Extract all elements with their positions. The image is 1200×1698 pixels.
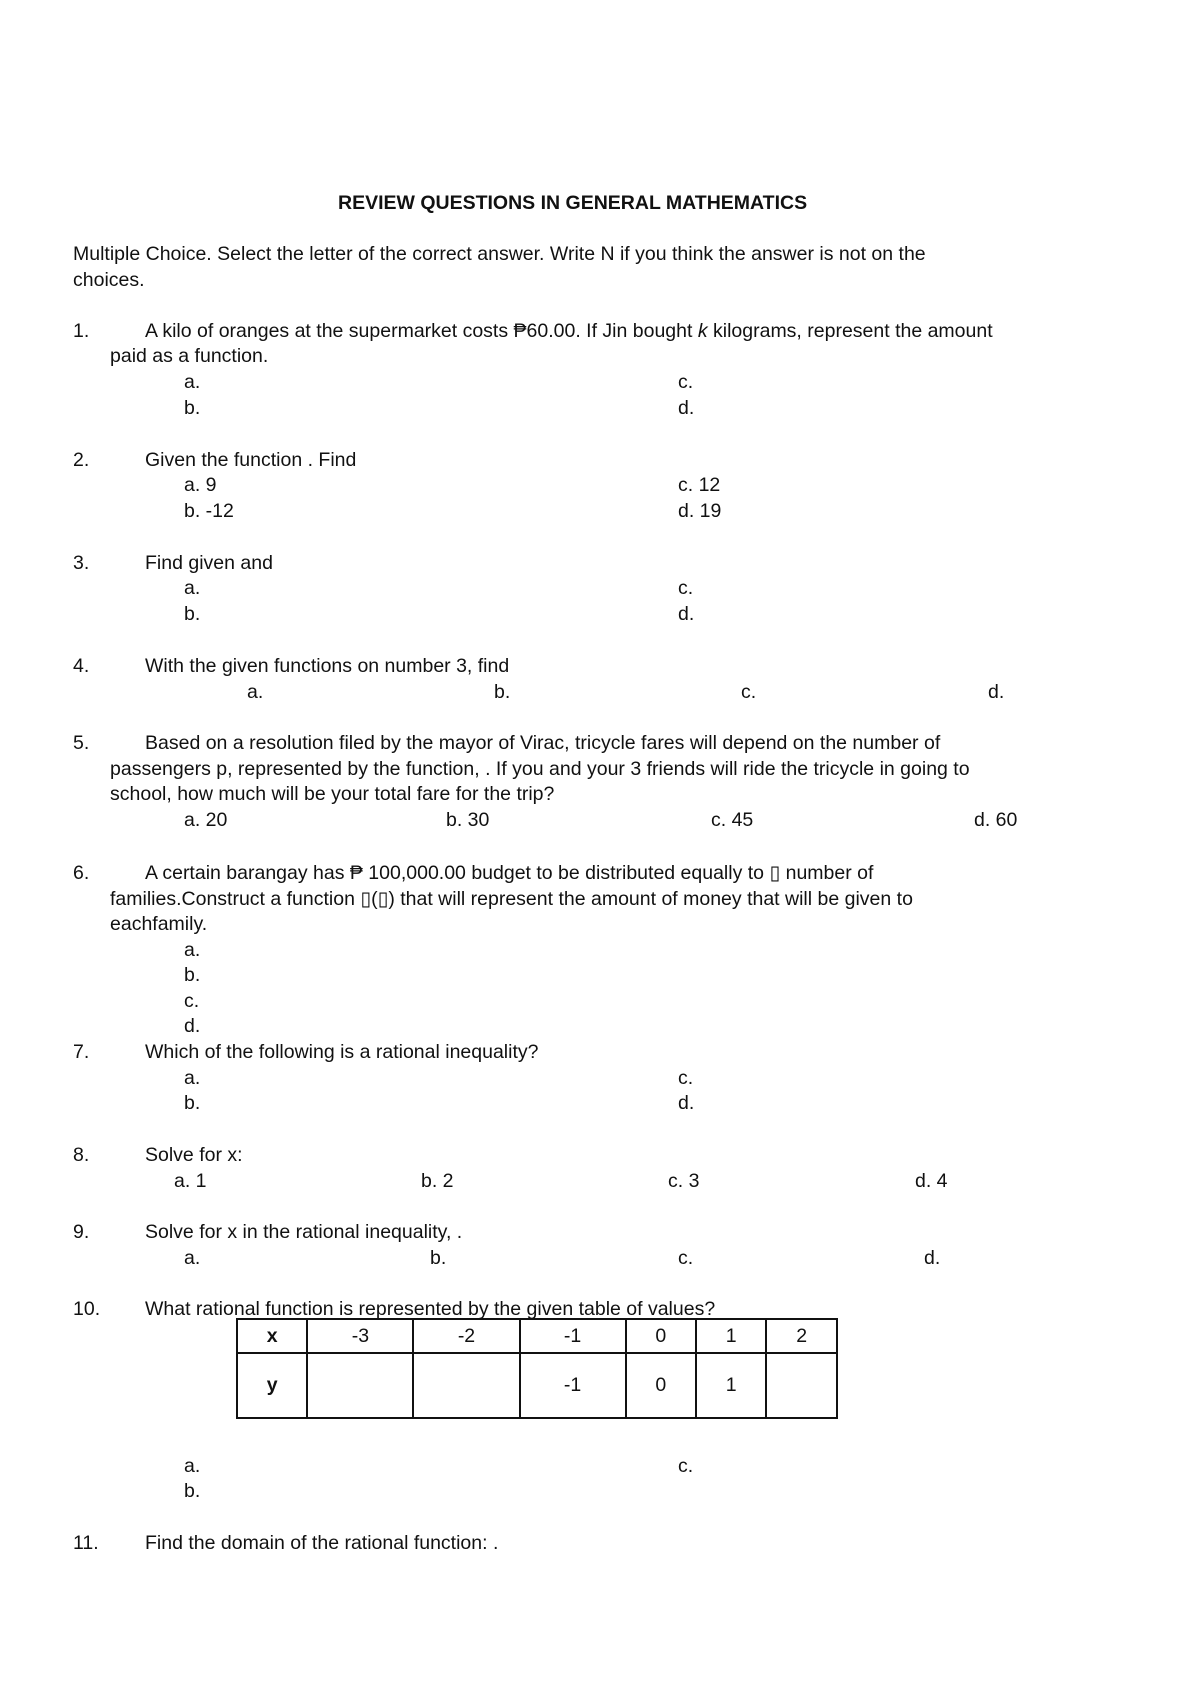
choice-d: d. bbox=[678, 397, 695, 419]
question-stem: With the given functions on number 3, find bbox=[145, 655, 510, 677]
y-value: -1 bbox=[520, 1353, 626, 1418]
table-of-values bbox=[236, 1318, 838, 1419]
question-number: 6. bbox=[73, 862, 90, 884]
choice-b: b. -12 bbox=[184, 500, 234, 522]
choice-d: d. bbox=[678, 603, 695, 625]
x-value: -3 bbox=[307, 1319, 413, 1353]
question-stem: Find the domain of the rational function: . bbox=[145, 1532, 499, 1554]
question-stem-line-3: school, how much will be your total fare for the trip? bbox=[110, 783, 555, 805]
row-label-y: y bbox=[237, 1353, 307, 1418]
question-number: 2. bbox=[73, 449, 90, 471]
choice-b: b. 2 bbox=[421, 1170, 454, 1192]
instructions-line-1: Multiple Choice. Select the letter of the correct answer. Write N if you think the answer is not on the bbox=[73, 243, 926, 265]
variable-k: k bbox=[697, 320, 708, 342]
choice-b: b. bbox=[184, 603, 201, 625]
question-stem-line-2: passengers p, represented by the function, . If you and your 3 friends will ride the tricycle in going to bbox=[110, 758, 970, 780]
choice-a: a. 9 bbox=[184, 474, 217, 496]
instructions-line-2: choices. bbox=[73, 269, 145, 291]
choice-c: c. 3 bbox=[668, 1170, 700, 1192]
question-stem-line-1 bbox=[145, 322, 993, 342]
question-stem-line-1: Based on a resolution filed by the mayor of Virac, tricycle fares will depend on the number of bbox=[145, 732, 941, 754]
choice-b: b. bbox=[184, 1092, 201, 1114]
choice-c: c. bbox=[741, 681, 757, 703]
question-number: 9. bbox=[73, 1221, 90, 1243]
choice-b: b. bbox=[184, 397, 201, 419]
choice-d: d. bbox=[924, 1247, 941, 1269]
choice-d: d. bbox=[988, 681, 1005, 703]
choice-c: c. 12 bbox=[678, 474, 721, 496]
question-stem: Solve for x: bbox=[145, 1144, 243, 1166]
choice-a: a. 1 bbox=[174, 1170, 207, 1192]
question-number: 5. bbox=[73, 732, 90, 754]
question-number: 4. bbox=[73, 655, 90, 677]
choice-d: d. 4 bbox=[915, 1170, 948, 1192]
question-stem-line-2: paid as a function. bbox=[110, 345, 269, 367]
question-stem: Given the function . Find bbox=[145, 449, 357, 471]
stem-text: kilograms, represent the amount bbox=[707, 320, 993, 342]
question-stem: Find given and bbox=[145, 552, 273, 574]
choice-b: b. bbox=[184, 964, 201, 986]
choice-c: c. bbox=[678, 371, 694, 393]
choice-a: a. bbox=[247, 681, 264, 703]
question-number: 11. bbox=[73, 1532, 99, 1554]
choice-a: a. bbox=[184, 1067, 201, 1089]
y-value bbox=[766, 1353, 837, 1418]
choice-d: d. 60 bbox=[974, 809, 1018, 831]
question-stem-line-2: families.Construct a function ▯(▯) that will represent the amount of money that will be given to bbox=[110, 888, 913, 910]
choice-c: c. bbox=[678, 1247, 694, 1269]
x-value: -2 bbox=[413, 1319, 519, 1353]
question-number: 8. bbox=[73, 1144, 90, 1166]
choice-d: d. 19 bbox=[678, 500, 722, 522]
y-value bbox=[413, 1353, 519, 1418]
stem-text: A kilo of oranges at the supermarket costs ₱60.00. If Jin bought bbox=[145, 320, 698, 342]
x-value: -1 bbox=[520, 1319, 626, 1353]
choice-a: a. bbox=[184, 1455, 201, 1477]
choice-c: c. bbox=[678, 1455, 694, 1477]
question-number: 7. bbox=[73, 1041, 90, 1063]
question-number: 1. bbox=[73, 320, 90, 342]
question-number: 10. bbox=[73, 1298, 101, 1320]
choice-c: c. bbox=[184, 990, 200, 1012]
x-value: 2 bbox=[766, 1319, 837, 1353]
question-stem: What rational function is represented by the given table of values? bbox=[145, 1298, 716, 1320]
choice-d: d. bbox=[184, 1015, 201, 1037]
x-value: 0 bbox=[626, 1319, 696, 1353]
choice-c: c. bbox=[678, 577, 694, 599]
table-row-y bbox=[237, 1353, 837, 1418]
table-row-x bbox=[237, 1319, 837, 1353]
choice-a: a. 20 bbox=[184, 809, 228, 831]
y-value: 0 bbox=[626, 1353, 696, 1418]
choice-a: a. bbox=[184, 577, 201, 599]
question-stem-line-1: A certain barangay has ₱ 100,000.00 budget to be distributed equally to ▯ number of bbox=[145, 862, 874, 884]
choice-c: c. bbox=[678, 1067, 694, 1089]
y-value bbox=[307, 1353, 413, 1418]
question-number: 3. bbox=[73, 552, 90, 574]
choice-d: d. bbox=[678, 1092, 695, 1114]
choice-b: b. 30 bbox=[446, 809, 490, 831]
choice-a: a. bbox=[184, 939, 201, 961]
choice-b: b. bbox=[184, 1480, 201, 1502]
question-stem-line-3: eachfamily. bbox=[110, 913, 208, 935]
question-stem: Which of the following is a rational inequality? bbox=[145, 1041, 539, 1063]
row-label-x: x bbox=[237, 1319, 307, 1353]
question-stem: Solve for x in the rational inequality, . bbox=[145, 1221, 463, 1243]
choice-a: a. bbox=[184, 1247, 201, 1269]
choice-b: b. bbox=[430, 1247, 447, 1269]
choice-c: c. 45 bbox=[711, 809, 754, 831]
y-value: 1 bbox=[696, 1353, 766, 1418]
choice-a: a. bbox=[184, 371, 201, 393]
choice-b: b. bbox=[494, 681, 511, 703]
x-value: 1 bbox=[696, 1319, 766, 1353]
page-title: REVIEW QUESTIONS IN GENERAL MATHEMATICS bbox=[338, 192, 808, 214]
